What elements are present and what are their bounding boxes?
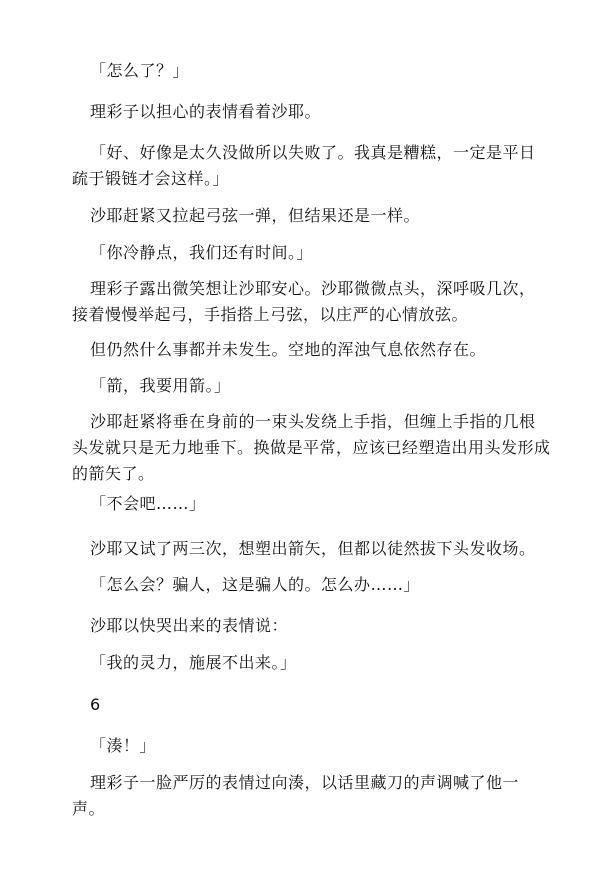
paragraph: [90, 99, 550, 125]
text-line: 「箭，我要用箭。」: [90, 376, 231, 395]
text-line: 「怎么了？」: [90, 61, 190, 80]
text-line: 头发就只是无力地垂下。换做是平常，应该已经塑造出用头发形成: [72, 438, 551, 457]
paragraph: [90, 58, 550, 84]
text-line: 的箭矢了。: [72, 464, 155, 483]
text-line: 沙耶以快哭出来的表情说：: [90, 616, 289, 635]
text-line: 「我的灵力，施展不出来。」: [90, 653, 297, 672]
paragraph: [90, 203, 550, 229]
text-line: 但仍然什么事都并未发生。空地的浑浊气息依然存在。: [90, 340, 487, 359]
paragraph: [90, 536, 550, 562]
paragraph: [90, 650, 550, 676]
text-line: 沙耶又试了两三次，想塑出箭矢，但都以徒然拔下头发收场。: [90, 539, 536, 558]
paragraph: [90, 572, 550, 598]
text-line: 理彩子以担心的表情看着沙耶。: [90, 102, 322, 121]
paragraph: [72, 770, 550, 822]
text-line: 「怎么会？骗人，这是骗人的。怎么办……」: [90, 575, 421, 594]
text-line: 沙耶赶紧将垂在身前的一束头发绕上手指，但缠上手指的几根: [90, 412, 536, 431]
text-line: 接着慢慢举起弓，手指搭上弓弦，以庄严的心情放弦。: [72, 305, 469, 324]
section-number: [90, 692, 550, 718]
paragraph: [90, 373, 550, 399]
paragraph: [72, 276, 550, 328]
paragraph: [72, 140, 550, 192]
text-line: 沙耶赶紧又拉起弓弦一弹，但结果还是一样。: [90, 206, 421, 225]
paragraph: [90, 733, 550, 759]
paragraph: [72, 409, 551, 487]
text-line: 「好、好像是太久没做所以失败了。我真是糟糕，一定是平日: [90, 143, 536, 162]
paragraph: [90, 240, 550, 266]
text-line: 疏于锻链才会这样。」: [72, 169, 230, 188]
text-line: 理彩子露出微笑想让沙耶安心。沙耶微微点头，深呼吸几次，: [90, 279, 536, 298]
text-line: 「你冷静点，我们还有时间。」: [90, 243, 314, 262]
paragraph: [90, 491, 550, 517]
text-line: 声。: [72, 799, 106, 818]
text-line: 「湊！」: [90, 736, 157, 755]
paragraph: [90, 337, 550, 363]
paragraph: [90, 613, 550, 639]
text-line: 6: [90, 695, 101, 714]
text-line: 理彩子一脸严厉的表情过向湊，以话里藏刀的声调喊了他一: [90, 773, 520, 792]
text-line: 「不会吧……」: [90, 494, 206, 513]
